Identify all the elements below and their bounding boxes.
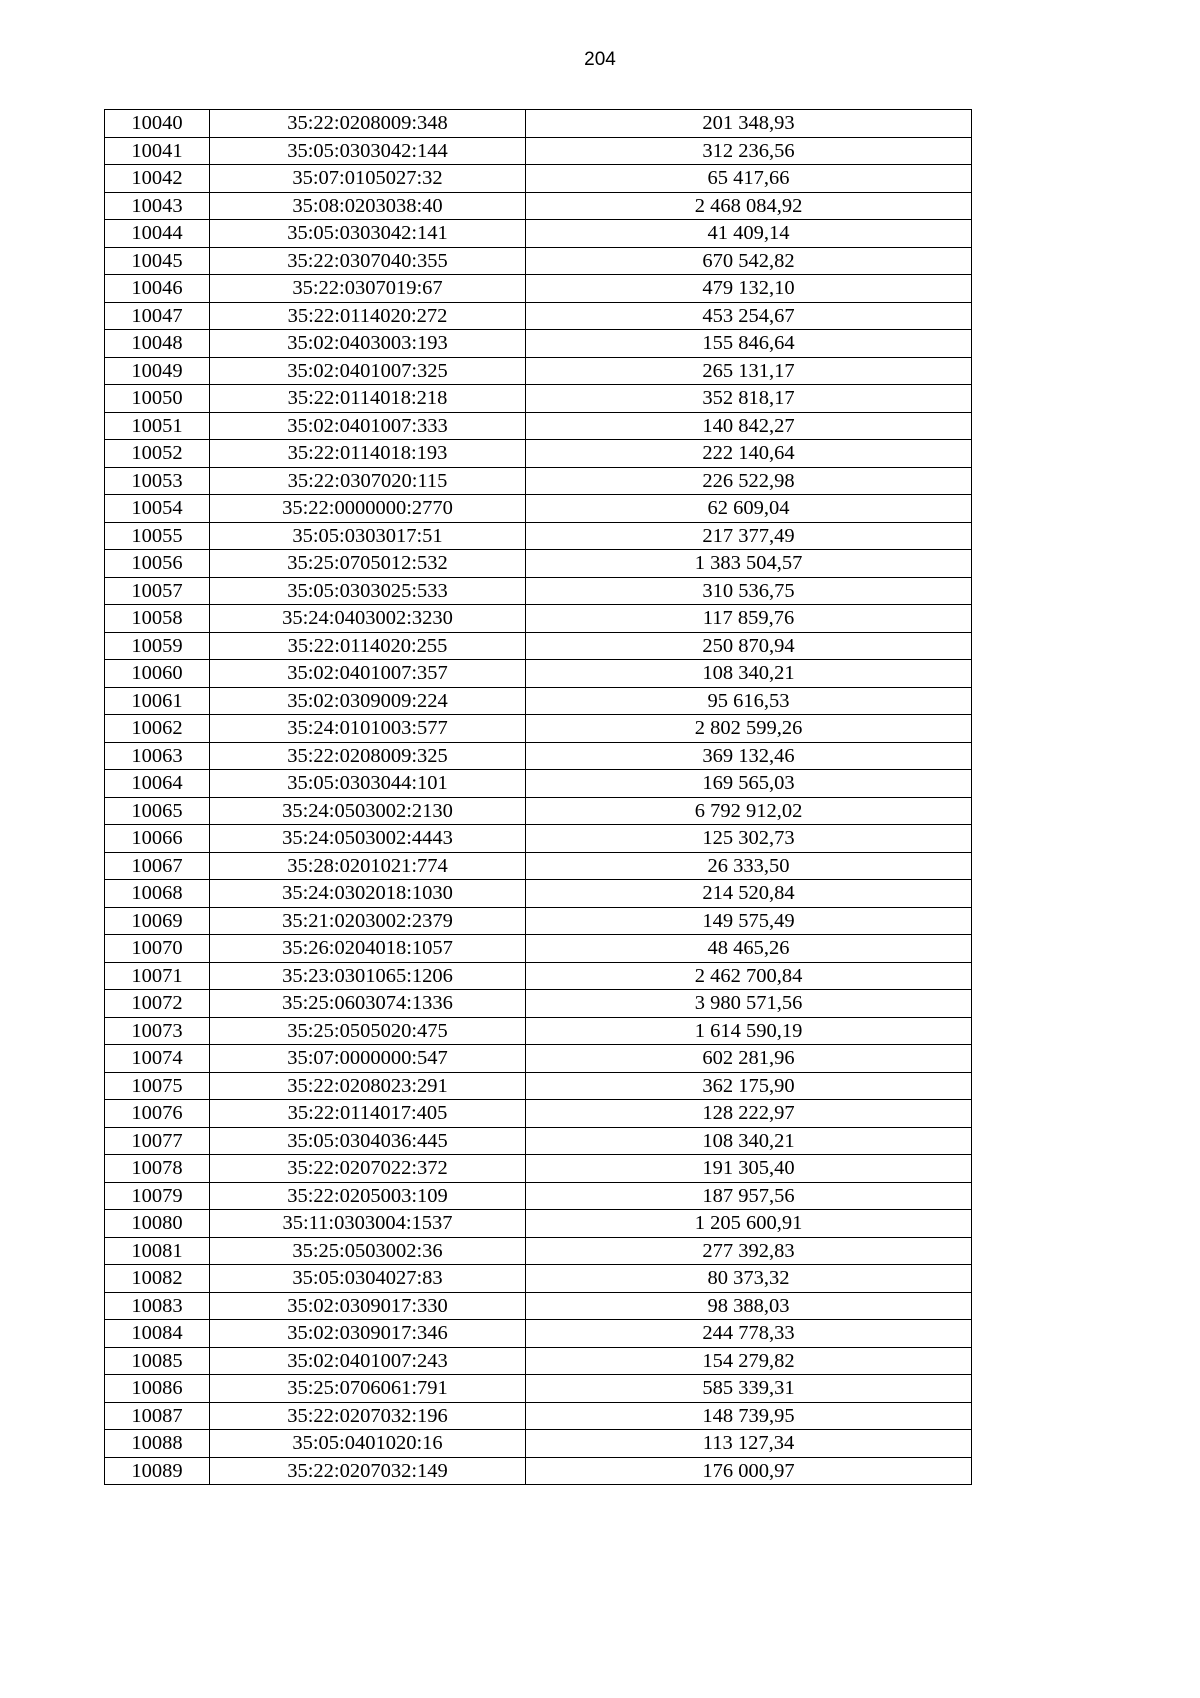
row-number-cell: 10079 xyxy=(105,1182,210,1210)
cadastral-number-cell: 35:02:0403003:193 xyxy=(210,330,526,358)
row-number-cell: 10072 xyxy=(105,990,210,1018)
cadastral-number-cell: 35:22:0207032:196 xyxy=(210,1402,526,1430)
cadastral-value-cell: 98 388,03 xyxy=(526,1292,972,1320)
row-number-cell: 10066 xyxy=(105,825,210,853)
cadastral-value-cell: 95 616,53 xyxy=(526,687,972,715)
cadastral-number-cell: 35:25:0503002:36 xyxy=(210,1237,526,1265)
row-number-cell: 10057 xyxy=(105,577,210,605)
row-number-cell: 10082 xyxy=(105,1265,210,1293)
cadastral-value-cell: 352 818,17 xyxy=(526,385,972,413)
table-row xyxy=(105,1457,972,1485)
table-row xyxy=(105,165,972,193)
row-number-cell: 10055 xyxy=(105,522,210,550)
cadastral-value-cell: 670 542,82 xyxy=(526,247,972,275)
row-number-cell: 10041 xyxy=(105,137,210,165)
cadastral-value-cell: 48 465,26 xyxy=(526,935,972,963)
table-row xyxy=(105,825,972,853)
cadastral-number-cell: 35:05:0303044:101 xyxy=(210,770,526,798)
cadastral-number-cell: 35:05:0303042:144 xyxy=(210,137,526,165)
table-row xyxy=(105,1265,972,1293)
cadastral-value-cell: 41 409,14 xyxy=(526,220,972,248)
row-number-cell: 10043 xyxy=(105,192,210,220)
cadastral-value-cell: 187 957,56 xyxy=(526,1182,972,1210)
cadastral-number-cell: 35:25:0705012:532 xyxy=(210,550,526,578)
table-row xyxy=(105,1017,972,1045)
table-row xyxy=(105,1320,972,1348)
table-row xyxy=(105,660,972,688)
cadastral-number-cell: 35:05:0304027:83 xyxy=(210,1265,526,1293)
cadastral-value-cell: 113 127,34 xyxy=(526,1430,972,1458)
row-number-cell: 10047 xyxy=(105,302,210,330)
cadastral-number-cell: 35:11:0303004:1537 xyxy=(210,1210,526,1238)
row-number-cell: 10071 xyxy=(105,962,210,990)
cadastral-value-cell: 244 778,33 xyxy=(526,1320,972,1348)
row-number-cell: 10068 xyxy=(105,880,210,908)
cadastral-number-cell: 35:22:0208023:291 xyxy=(210,1072,526,1100)
table-row xyxy=(105,990,972,1018)
row-number-cell: 10065 xyxy=(105,797,210,825)
table-row xyxy=(105,1155,972,1183)
cadastral-value-cell: 26 333,50 xyxy=(526,852,972,880)
table-row xyxy=(105,522,972,550)
row-number-cell: 10049 xyxy=(105,357,210,385)
cadastral-value-cell: 310 536,75 xyxy=(526,577,972,605)
row-number-cell: 10061 xyxy=(105,687,210,715)
row-number-cell: 10052 xyxy=(105,440,210,468)
table-row xyxy=(105,330,972,358)
page-number: 204 xyxy=(584,49,616,70)
cadastral-number-cell: 35:24:0403002:3230 xyxy=(210,605,526,633)
row-number-cell: 10059 xyxy=(105,632,210,660)
cadastral-value-cell: 2 468 084,92 xyxy=(526,192,972,220)
table-row xyxy=(105,687,972,715)
row-number-cell: 10076 xyxy=(105,1100,210,1128)
cadastral-number-cell: 35:23:0301065:1206 xyxy=(210,962,526,990)
cadastral-number-cell: 35:22:0208009:348 xyxy=(210,110,526,138)
cadastral-number-cell: 35:02:0401007:243 xyxy=(210,1347,526,1375)
cadastral-value-cell: 265 131,17 xyxy=(526,357,972,385)
cadastral-number-cell: 35:22:0207032:149 xyxy=(210,1457,526,1485)
cadastral-number-cell: 35:02:0401007:333 xyxy=(210,412,526,440)
cadastral-number-cell: 35:22:0307040:355 xyxy=(210,247,526,275)
table-body xyxy=(105,110,972,1485)
cadastral-number-cell: 35:02:0309017:330 xyxy=(210,1292,526,1320)
table-row xyxy=(105,550,972,578)
cadastral-value-cell: 149 575,49 xyxy=(526,907,972,935)
cadastral-value-cell: 108 340,21 xyxy=(526,660,972,688)
cadastral-number-cell: 35:25:0706061:791 xyxy=(210,1375,526,1403)
row-number-cell: 10070 xyxy=(105,935,210,963)
row-number-cell: 10069 xyxy=(105,907,210,935)
table-row xyxy=(105,632,972,660)
row-number-cell: 10081 xyxy=(105,1237,210,1265)
table-row xyxy=(105,907,972,935)
cadastral-value-cell: 80 373,32 xyxy=(526,1265,972,1293)
row-number-cell: 10040 xyxy=(105,110,210,138)
table-row xyxy=(105,247,972,275)
cadastral-number-cell: 35:28:0201021:774 xyxy=(210,852,526,880)
cadastral-number-cell: 35:05:0401020:16 xyxy=(210,1430,526,1458)
table-row xyxy=(105,110,972,138)
cadastral-value-cell: 1 205 600,91 xyxy=(526,1210,972,1238)
cadastral-value-cell: 369 132,46 xyxy=(526,742,972,770)
table-row xyxy=(105,1292,972,1320)
row-number-cell: 10085 xyxy=(105,1347,210,1375)
cadastral-value-cell: 117 859,76 xyxy=(526,605,972,633)
table-row xyxy=(105,1182,972,1210)
table-row xyxy=(105,605,972,633)
cadastral-value-cell: 1 614 590,19 xyxy=(526,1017,972,1045)
table-row xyxy=(105,137,972,165)
row-number-cell: 10084 xyxy=(105,1320,210,1348)
cadastral-value-cell: 3 980 571,56 xyxy=(526,990,972,1018)
row-number-cell: 10045 xyxy=(105,247,210,275)
cadastral-value-cell: 62 609,04 xyxy=(526,495,972,523)
row-number-cell: 10087 xyxy=(105,1402,210,1430)
cadastral-number-cell: 35:05:0303042:141 xyxy=(210,220,526,248)
row-number-cell: 10062 xyxy=(105,715,210,743)
cadastral-number-cell: 35:02:0401007:357 xyxy=(210,660,526,688)
row-number-cell: 10078 xyxy=(105,1155,210,1183)
row-number-cell: 10075 xyxy=(105,1072,210,1100)
table-row xyxy=(105,275,972,303)
cadastral-value-cell: 362 175,90 xyxy=(526,1072,972,1100)
cadastral-number-cell: 35:21:0203002:2379 xyxy=(210,907,526,935)
cadastral-number-cell: 35:08:0203038:40 xyxy=(210,192,526,220)
row-number-cell: 10077 xyxy=(105,1127,210,1155)
row-number-cell: 10067 xyxy=(105,852,210,880)
cadastral-number-cell: 35:02:0309009:224 xyxy=(210,687,526,715)
table-row xyxy=(105,495,972,523)
cadastral-number-cell: 35:22:0114017:405 xyxy=(210,1100,526,1128)
table-row xyxy=(105,357,972,385)
cadastral-value-cell: 602 281,96 xyxy=(526,1045,972,1073)
row-number-cell: 10042 xyxy=(105,165,210,193)
cadastral-value-cell: 201 348,93 xyxy=(526,110,972,138)
cadastral-number-cell: 35:02:0309017:346 xyxy=(210,1320,526,1348)
row-number-cell: 10080 xyxy=(105,1210,210,1238)
cadastral-number-cell: 35:07:0000000:547 xyxy=(210,1045,526,1073)
cadastral-value-cell: 2 802 599,26 xyxy=(526,715,972,743)
table-row xyxy=(105,577,972,605)
cadastral-number-cell: 35:22:0205003:109 xyxy=(210,1182,526,1210)
cadastral-value-table xyxy=(104,109,972,1485)
cadastral-value-cell: 277 392,83 xyxy=(526,1237,972,1265)
cadastral-value-cell: 65 417,66 xyxy=(526,165,972,193)
cadastral-number-cell: 35:22:0114020:255 xyxy=(210,632,526,660)
row-number-cell: 10044 xyxy=(105,220,210,248)
row-number-cell: 10050 xyxy=(105,385,210,413)
cadastral-number-cell: 35:22:0307019:67 xyxy=(210,275,526,303)
cadastral-number-cell: 35:07:0105027:32 xyxy=(210,165,526,193)
row-number-cell: 10064 xyxy=(105,770,210,798)
cadastral-value-cell: 585 339,31 xyxy=(526,1375,972,1403)
cadastral-value-cell: 226 522,98 xyxy=(526,467,972,495)
table-row xyxy=(105,1072,972,1100)
cadastral-number-cell: 35:22:0114018:218 xyxy=(210,385,526,413)
cadastral-number-cell: 35:22:0114020:272 xyxy=(210,302,526,330)
cadastral-value-cell: 453 254,67 xyxy=(526,302,972,330)
table-row xyxy=(105,1045,972,1073)
cadastral-number-cell: 35:22:0207022:372 xyxy=(210,1155,526,1183)
table-row xyxy=(105,852,972,880)
cadastral-value-cell: 250 870,94 xyxy=(526,632,972,660)
cadastral-number-cell: 35:25:0603074:1336 xyxy=(210,990,526,1018)
cadastral-value-cell: 154 279,82 xyxy=(526,1347,972,1375)
cadastral-value-cell: 6 792 912,02 xyxy=(526,797,972,825)
cadastral-number-cell: 35:22:0000000:2770 xyxy=(210,495,526,523)
table-row xyxy=(105,1347,972,1375)
table-row xyxy=(105,412,972,440)
cadastral-number-cell: 35:05:0303017:51 xyxy=(210,522,526,550)
cadastral-value-cell: 214 520,84 xyxy=(526,880,972,908)
row-number-cell: 10048 xyxy=(105,330,210,358)
cadastral-number-cell: 35:24:0503002:4443 xyxy=(210,825,526,853)
row-number-cell: 10089 xyxy=(105,1457,210,1485)
table-row xyxy=(105,742,972,770)
row-number-cell: 10058 xyxy=(105,605,210,633)
cadastral-value-cell: 155 846,64 xyxy=(526,330,972,358)
row-number-cell: 10088 xyxy=(105,1430,210,1458)
table-row xyxy=(105,467,972,495)
table-row xyxy=(105,1375,972,1403)
cadastral-number-cell: 35:22:0307020:115 xyxy=(210,467,526,495)
cadastral-value-cell: 217 377,49 xyxy=(526,522,972,550)
cadastral-value-cell: 222 140,64 xyxy=(526,440,972,468)
row-number-cell: 10086 xyxy=(105,1375,210,1403)
table-row xyxy=(105,1402,972,1430)
cadastral-value-cell: 140 842,27 xyxy=(526,412,972,440)
table-row xyxy=(105,880,972,908)
table-row xyxy=(105,935,972,963)
cadastral-value-cell: 312 236,56 xyxy=(526,137,972,165)
table-row xyxy=(105,440,972,468)
cadastral-value-cell: 108 340,21 xyxy=(526,1127,972,1155)
cadastral-number-cell: 35:25:0505020:475 xyxy=(210,1017,526,1045)
cadastral-value-cell: 479 132,10 xyxy=(526,275,972,303)
row-number-cell: 10054 xyxy=(105,495,210,523)
row-number-cell: 10056 xyxy=(105,550,210,578)
row-number-cell: 10046 xyxy=(105,275,210,303)
cadastral-value-cell: 2 462 700,84 xyxy=(526,962,972,990)
cadastral-value-cell: 191 305,40 xyxy=(526,1155,972,1183)
cadastral-number-cell: 35:26:0204018:1057 xyxy=(210,935,526,963)
table-row xyxy=(105,192,972,220)
row-number-cell: 10083 xyxy=(105,1292,210,1320)
table-row xyxy=(105,770,972,798)
table-row xyxy=(105,1430,972,1458)
cadastral-value-cell: 125 302,73 xyxy=(526,825,972,853)
cadastral-number-cell: 35:22:0208009:325 xyxy=(210,742,526,770)
table-row xyxy=(105,1127,972,1155)
table-row xyxy=(105,715,972,743)
cadastral-value-cell: 169 565,03 xyxy=(526,770,972,798)
cadastral-number-cell: 35:05:0304036:445 xyxy=(210,1127,526,1155)
cadastral-value-cell: 148 739,95 xyxy=(526,1402,972,1430)
row-number-cell: 10063 xyxy=(105,742,210,770)
cadastral-value-cell: 1 383 504,57 xyxy=(526,550,972,578)
cadastral-number-cell: 35:24:0503002:2130 xyxy=(210,797,526,825)
cadastral-number-cell: 35:24:0101003:577 xyxy=(210,715,526,743)
cadastral-value-cell: 176 000,97 xyxy=(526,1457,972,1485)
table-row xyxy=(105,797,972,825)
row-number-cell: 10073 xyxy=(105,1017,210,1045)
table-row xyxy=(105,1237,972,1265)
cadastral-number-cell: 35:02:0401007:325 xyxy=(210,357,526,385)
cadastral-value-cell: 128 222,97 xyxy=(526,1100,972,1128)
row-number-cell: 10053 xyxy=(105,467,210,495)
table-row xyxy=(105,1210,972,1238)
table-row xyxy=(105,302,972,330)
table-row xyxy=(105,962,972,990)
row-number-cell: 10060 xyxy=(105,660,210,688)
cadastral-number-cell: 35:22:0114018:193 xyxy=(210,440,526,468)
row-number-cell: 10074 xyxy=(105,1045,210,1073)
row-number-cell: 10051 xyxy=(105,412,210,440)
table-row xyxy=(105,385,972,413)
table-row xyxy=(105,1100,972,1128)
cadastral-number-cell: 35:05:0303025:533 xyxy=(210,577,526,605)
cadastral-number-cell: 35:24:0302018:1030 xyxy=(210,880,526,908)
table-row xyxy=(105,220,972,248)
